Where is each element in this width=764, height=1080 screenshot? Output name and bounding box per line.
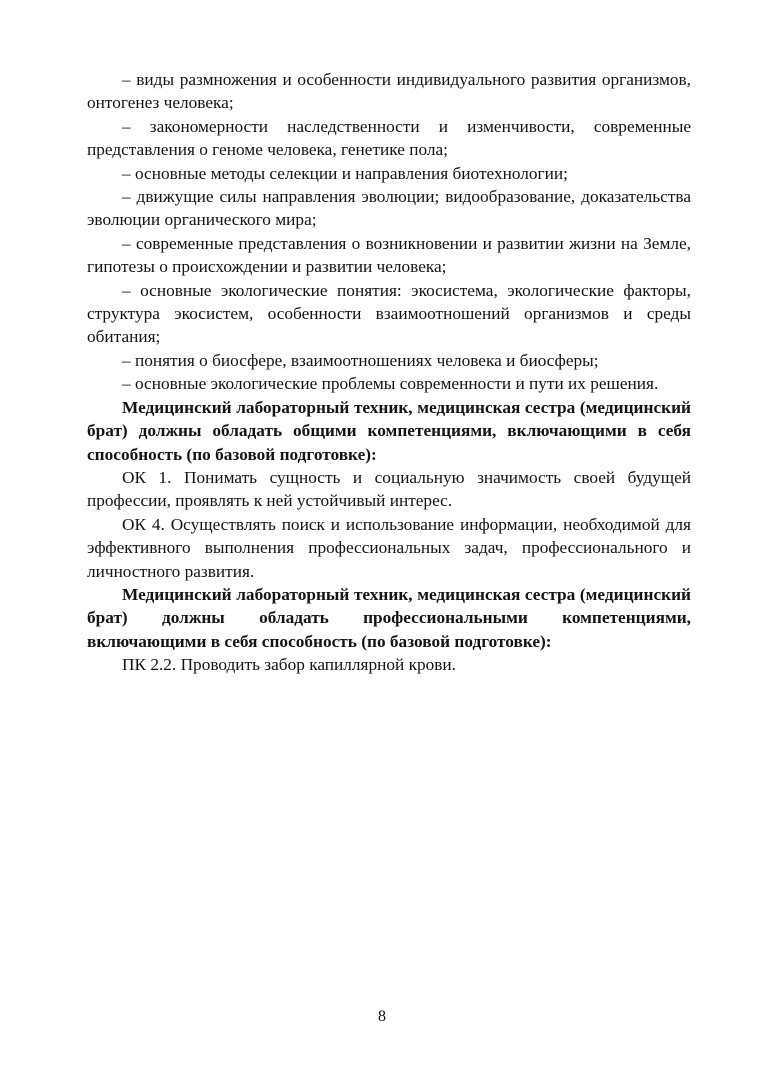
- professional-competencies-heading: Медицинский лабораторный техник, медицинская сестра (медицинский брат) должны обладать профессиональными компетенциями, включающими в себя способность (по базовой подготовке):: [87, 584, 691, 651]
- list-item-origin-of-life: – современные представления о возникновении и развитии жизни на Земле, гипотезы о происхождении и развитии человека;: [87, 233, 691, 277]
- competency-ok4: ОК 4. Осуществлять поиск и использование информации, необходимой для эффективного выполнения профессиональных задач, профессионального и личностного развития.: [87, 514, 691, 581]
- page-number: 8: [378, 1008, 386, 1025]
- document-body: [87, 68, 691, 677]
- list-item-evolution: – движущие силы направления эволюции; видообразование, доказательства эволюции органического мира;: [87, 187, 691, 230]
- list-item-ecology: – основные экологические понятия: экосистема, экологические факторы, структура экосистем, особенности взаимоотношений организмов и среды обитания;: [87, 280, 691, 347]
- competency-ok1: ОК 1. Понимать сущность и социальную значимость своей будущей профессии, проявлять к ней устойчивый интерес.: [87, 467, 691, 511]
- list-item-reproduction: – виды размножения и особенности индивидуального развития организмов, онтогенез человека;: [87, 70, 691, 113]
- general-competencies-heading: Медицинский лабораторный техник, медицинская сестра (медицинский брат) должны обладать общими компетенциями, включающими в себя способность (по базовой подготовке):: [87, 397, 691, 464]
- list-item-ecological-problems: – основные экологические проблемы современности и пути их решения.: [122, 374, 659, 394]
- competency-pk22: ПК 2.2. Проводить забор капиллярной крови.: [122, 655, 456, 675]
- list-item-biosphere: – понятия о биосфере, взаимоотношениях человека и биосферы;: [122, 350, 599, 370]
- list-item-heredity: – закономерности наследственности и изменчивости, современные представления о геноме человека, генетике пола;: [87, 116, 691, 160]
- list-item-selection: – основные методы селекции и направления биотехнологии;: [122, 163, 568, 183]
